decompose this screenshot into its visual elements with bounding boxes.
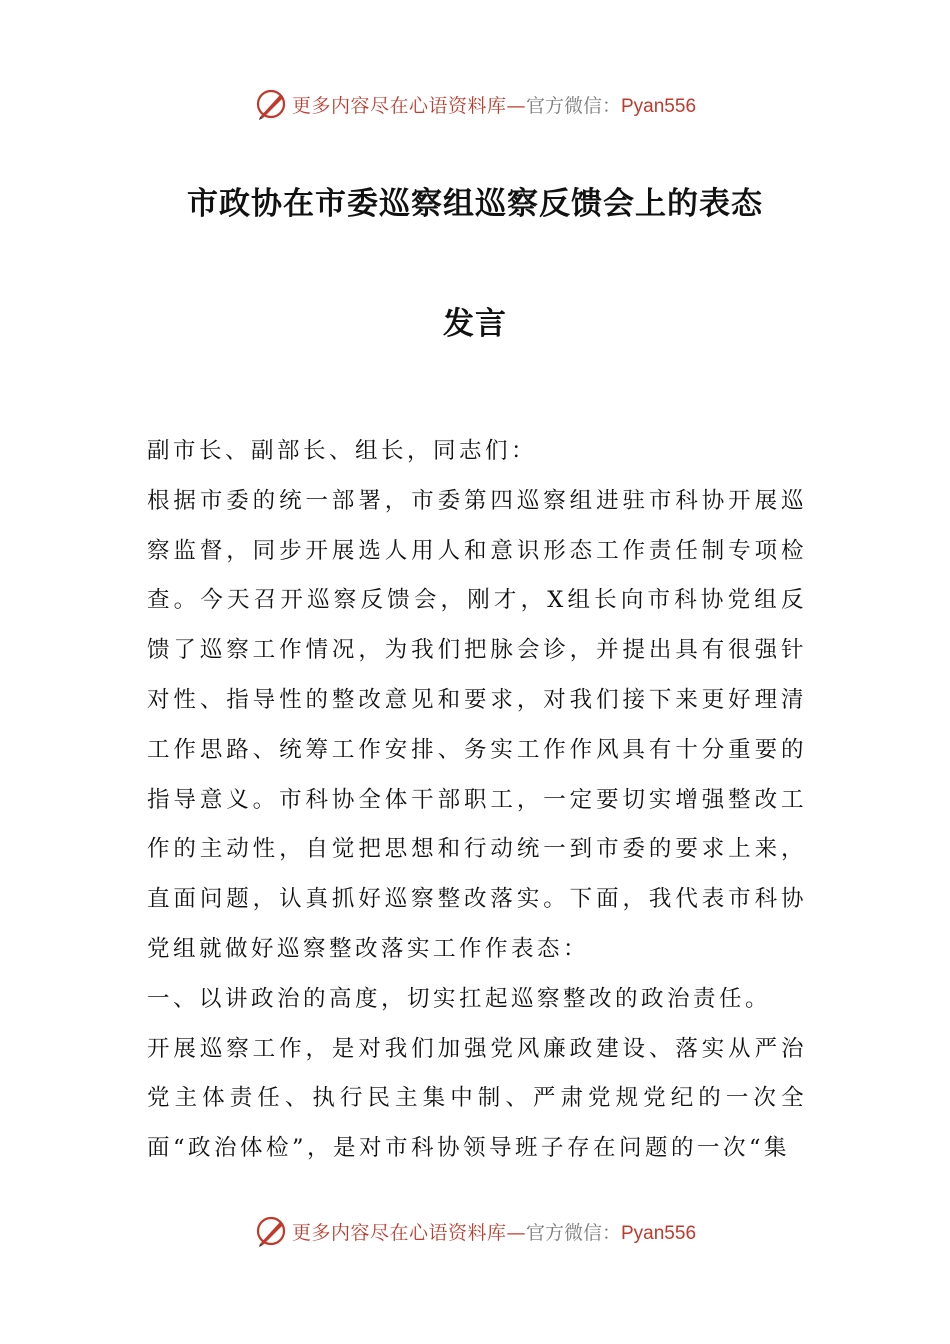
watermark-account-id: Pyan556	[621, 95, 697, 117]
salutation: 副市长、副部长、组长，同志们：	[147, 438, 538, 464]
pen-logo-icon	[254, 1214, 288, 1248]
section-heading-1: 一、以讲政治的高度，切实扛起巡察整改的政治责任。	[147, 985, 772, 1012]
watermark-wechat-label: 官方微信：	[525, 94, 621, 117]
paragraph-section-1: 开展巡察工作，是对我们加强党风廉政建设、落实从严治党主体责任、执行民主集中制、严肃党规党纪的一次全面“政治体检”，是对市科协领导班子存在问题的一次“集	[147, 1035, 807, 1162]
watermark-library-text: 更多内容尽在心语资料库—	[291, 1221, 526, 1244]
watermark-library-text: 更多内容尽在心语资料库—	[291, 94, 526, 117]
pen-logo-icon	[254, 87, 288, 121]
watermark-header	[0, 84, 950, 124]
paragraph-intro: 根据市委的统一部署，市委第四巡察组进驻市科协开展巡察监督，同步开展选人用人和意识形态工作责任制专项检查。今天召开巡察反馈会，刚才，X组长向市科协党组反馈了巡察工作情况，为我们把脉会诊，并提出具有很强针对性、指导性的整改意见和要求，对我们接下来更好理清工作思路、统筹工作安排、务实工作作风具有十分重要的指导意义。市科协全体干部职工，一定要切实增强整改工作的主动性，自觉把思想和行动统一到市委的要求上来，直面问题，认真抓好巡察整改落实。下面，我代表市科协党组就做好巡察整改落实工作作表态：	[147, 487, 807, 962]
watermark-footer	[0, 1211, 950, 1251]
watermark-account-id: Pyan556	[621, 1222, 697, 1244]
document-title-line-1: 市政协在市委巡察组巡察反馈会上的表态	[187, 186, 763, 222]
document-body	[147, 427, 807, 1174]
watermark-wechat-label: 官方微信：	[525, 1221, 621, 1244]
document-title-line-2: 发言	[443, 306, 507, 342]
